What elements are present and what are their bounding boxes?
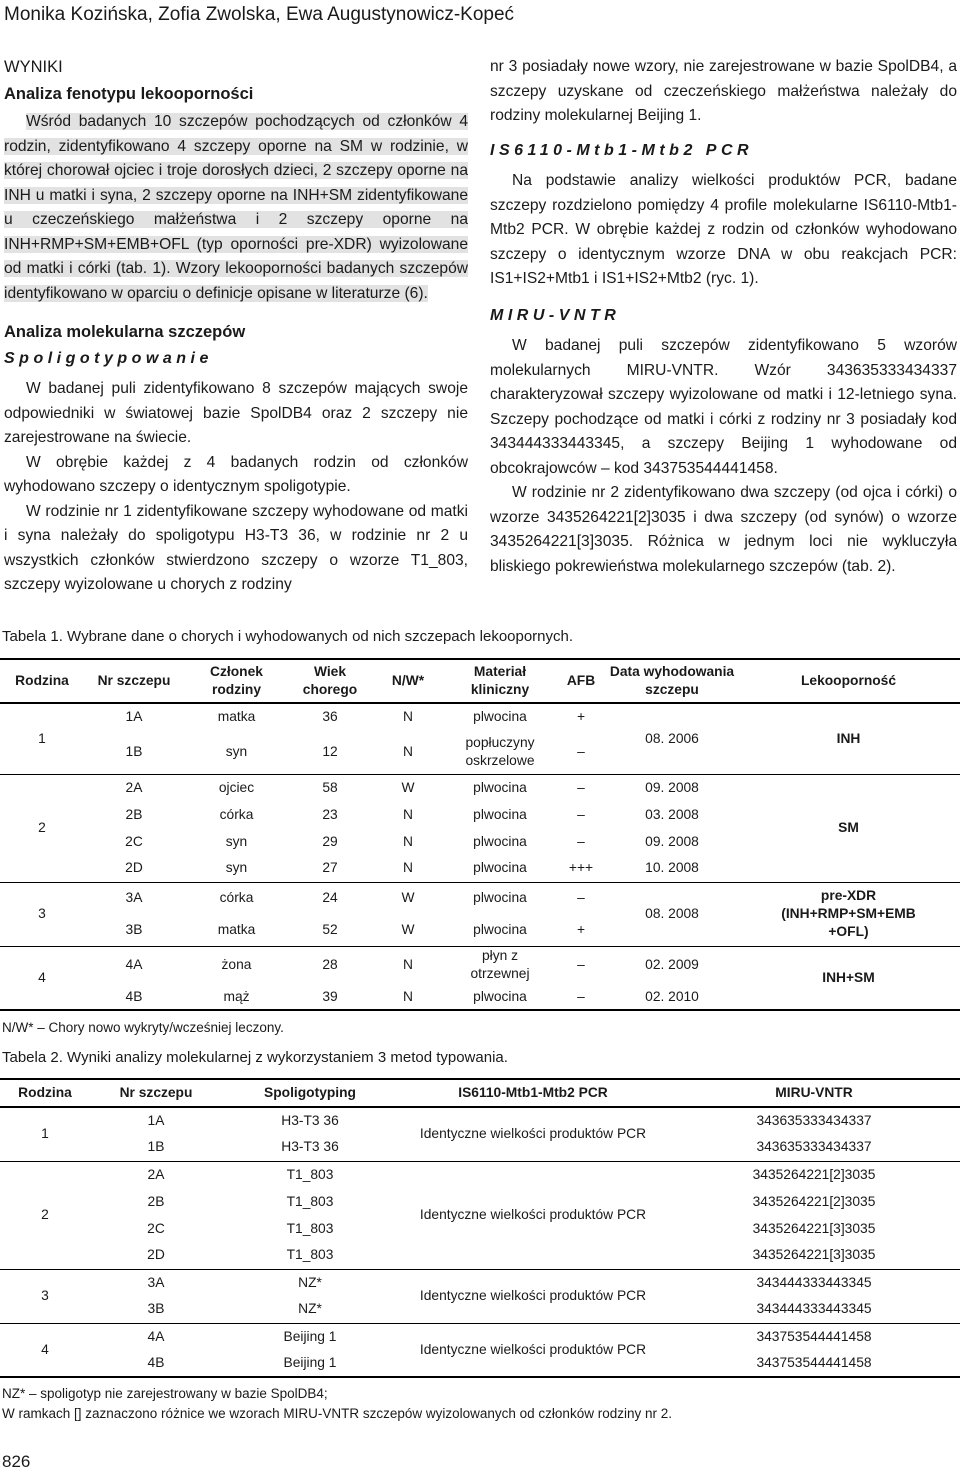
table-row: 2B T1_803 3435264221[2]3035 bbox=[147, 1193, 876, 1209]
table-row: 3 3A NZ* Identyczne wielkości produktów PCR 343444333443345 bbox=[0, 1269, 960, 1296]
table2-header: Spoligotyping bbox=[222, 1079, 398, 1107]
table-row: 2D syn 27 N plwocina +++ 10. 2008 bbox=[125, 860, 699, 876]
table1-header: Nr szczepu bbox=[84, 659, 184, 703]
table-row: 2 2A T1_803 Identyczne wielkości produktów PCR 3435264221[2]3035 bbox=[0, 1161, 960, 1188]
running-header: Monika Kozińska, Zofia Zwolska, Ewa Augustynowicz-Kopeć bbox=[4, 4, 515, 25]
table-row: 2 2A ojciec 58 W plwocina – 09. 2008 SM bbox=[0, 774, 960, 801]
paragraph-pcr: Na podstawie analizy wielkości produktów PCR, badane szczepy rozdzielono pomiędzy 4 profile molekularne IS6110-Mtb1-Mtb2 PCR. W obrębie każdej z rodzin od członków wyhodowano szczepy o identycznym wzorze DNA w obu reakcjach PCR: IS1+IS2+Mtb1 i IS1+IS2+Mtb2 (ryc. 1). bbox=[490, 172, 957, 287]
table-row: 1B H3-T3 36 343635333434337 bbox=[147, 1139, 872, 1155]
paragraph-spoligo-3: W rodzinie nr 1 zidentyfikowane szczepy wyhodowane od matki i syna należały do spoligotypu H3-T3 36, w rodzinie nr 2 u wszystkich członków stwierdzono szczepy o wzorze T1_803, szczepy wyizolowane u chorych z rodziny bbox=[4, 502, 468, 593]
table1-caption: Tabela 1. Wybrane dane o chorych i wyhodowanych od nich szczepach lekoopornych. bbox=[2, 628, 574, 645]
heading-spoligotyping: Spoligotypowanie bbox=[4, 349, 213, 367]
table-row: 2D T1_803 3435264221[3]3035 bbox=[147, 1247, 876, 1263]
table-row: 3 3A córka 24 W plwocina – 08. 2008 pre-XDR (INH+RMP+SM+EMB +OFL) bbox=[0, 882, 960, 914]
paragraph-continued: nr 3 posiadały nowe wzory, nie zarejestrowane w bazie SpolDB4, a szczepy uzyskane od czeczeńskiego małżeństwa należały do rodziny molekularnej Beijing 1. bbox=[490, 58, 957, 124]
table1-header-row bbox=[0, 659, 960, 703]
table-row: 2C syn 29 N plwocina – 09. 2008 bbox=[125, 833, 699, 849]
paragraph-miru-2: W rodzinie nr 2 zidentyfikowano dwa szczepy (od ojca i córki) o wzorze 3435264221[2]3035 i dwa szczepy (od synów) o wzorze 3435264221[3]3035. Różnica w jednym loci nie wykluczyła bliskiego pokrewieństwa molekularnego szczepów (tab. 2). bbox=[490, 484, 957, 575]
table2-header: IS6110-Mtb1-Mtb2 PCR bbox=[398, 1079, 668, 1107]
table2-note-2: W ramkach [] zaznaczono różnice we wzorach MIRU-VNTR szczepów wyizolowanych od członków rodziny nr 2. bbox=[2, 1406, 672, 1421]
table2-note-1: NZ* – spoligotyp nie zarejestrowany w bazie SpolDB4; bbox=[2, 1386, 328, 1401]
table-row: 3B matka 52 W plwocina + bbox=[125, 921, 586, 937]
paragraph-spoligo-2: W obrębie każdej z 4 badanych rodzin od członków wyhodowano szczepy o identycznym spoligotypie. bbox=[4, 453, 468, 495]
table1-header: Wiek chorego bbox=[289, 659, 371, 703]
table2-header: Rodzina bbox=[0, 1079, 90, 1107]
right-column bbox=[490, 55, 957, 579]
heading-is6110: IS6110-Mtb1-Mtb2 PCR bbox=[490, 141, 754, 159]
heading-miru: MIRU-VNTR bbox=[490, 306, 621, 324]
table-row: 1B syn 12 N popłuczyny oskrzelowe – bbox=[125, 734, 585, 768]
table1-note: N/W* – Chory nowo wykryty/wcześniej leczony. bbox=[2, 1020, 284, 1035]
table1-header: Materiał kliniczny bbox=[445, 659, 555, 703]
table1 bbox=[0, 658, 960, 1011]
table-row: 4B mąż 39 N plwocina – 02. 2010 bbox=[125, 988, 699, 1004]
heading-molecular: Analiza molekularna szczepów bbox=[4, 323, 246, 341]
table-row: 4 4A Beijing 1 Identyczne wielkości produktów PCR 343753544441458 bbox=[0, 1323, 960, 1350]
table-row: 2C T1_803 3435264221[3]3035 bbox=[147, 1220, 876, 1236]
section-heading: WYNIKI bbox=[4, 58, 63, 76]
table-row: 1 1A matka 36 N plwocina + 08. 2006 INH bbox=[38, 709, 861, 746]
table-row: 4B Beijing 1 343753544441458 bbox=[147, 1355, 872, 1370]
table1-header: Lekooporność bbox=[737, 659, 960, 703]
table1-header: Data wyhodowania szczepu bbox=[607, 659, 737, 703]
page-number: 826 bbox=[2, 1452, 31, 1471]
table-row: 2B córka 23 N plwocina – 03. 2008 bbox=[125, 806, 699, 822]
table2-header-row bbox=[0, 1079, 960, 1107]
table1-header: Rodzina bbox=[0, 659, 84, 703]
table1-header: AFB bbox=[555, 659, 607, 703]
table1-header: Członek rodziny bbox=[184, 659, 289, 703]
table2 bbox=[0, 1078, 960, 1378]
table-row: 4 4A żona 28 N płyn z otrzewnej – 02. 2009 INH+SM bbox=[0, 946, 960, 984]
paragraph-miru-1: W badanej puli szczepów zidentyfikowano 5 wzorów molekularnych MIRU-VNTR. Wzór 343635333434337 charakteryzował szczepy wyizolowane od matki i 12-letniego syna. Szczepy pochodzące od matki i córki z rodziny nr 3 posiadały kod 343444333443345, a szczepy Beijing 1 wyhodowane od obcokrajowców – kod 343753544441458. bbox=[490, 337, 957, 477]
heading-phenotype: Analiza fenotypu lekooporności bbox=[4, 84, 254, 103]
table2-header: MIRU-VNTR bbox=[668, 1079, 960, 1107]
paragraph-phenotype: Wśród badanych 10 szczepów pochodzących od członków 4 rodzin, zidentyfikowano 4 szczepy oporne na SM w rodzinie, w której chorował ojciec i troje dorosłych dzieci, 2 szczepy oporne na INH u matki i syna, 2 szczepy oporne na INH+SM zidentyfikowane u czeczeńskiego małżeństwa i 2 szczepy oporne na INH+RMP+SM+EMB+OFL (typ oporności pre-XDR) wyizolowane od matki i córki (tab. 1). Wzory lekooporności badanych szczepów identyfikowano w oparciu o definicje opisane w literaturze (6). bbox=[4, 113, 468, 302]
left-column bbox=[4, 55, 468, 598]
paragraph-spoligo-1: W badanej puli zidentyfikowano 8 szczepów mających swoje odpowiedniki w światowej bazie SpolDB4 oraz 2 szczepy nie zarejestrowane na świecie. bbox=[4, 380, 468, 446]
table2-caption: Tabela 2. Wyniki analizy molekularnej z wykorzystaniem 3 metod typowania. bbox=[2, 1049, 508, 1066]
table1-header: N/W* bbox=[371, 659, 445, 703]
table2-header: Nr szczepu bbox=[90, 1079, 222, 1107]
table-row: 1 1A H3-T3 36 Identyczne wielkości produktów PCR 343635333434337 bbox=[41, 1113, 872, 1142]
table-row: 3B NZ* 343444333443345 bbox=[147, 1301, 872, 1317]
